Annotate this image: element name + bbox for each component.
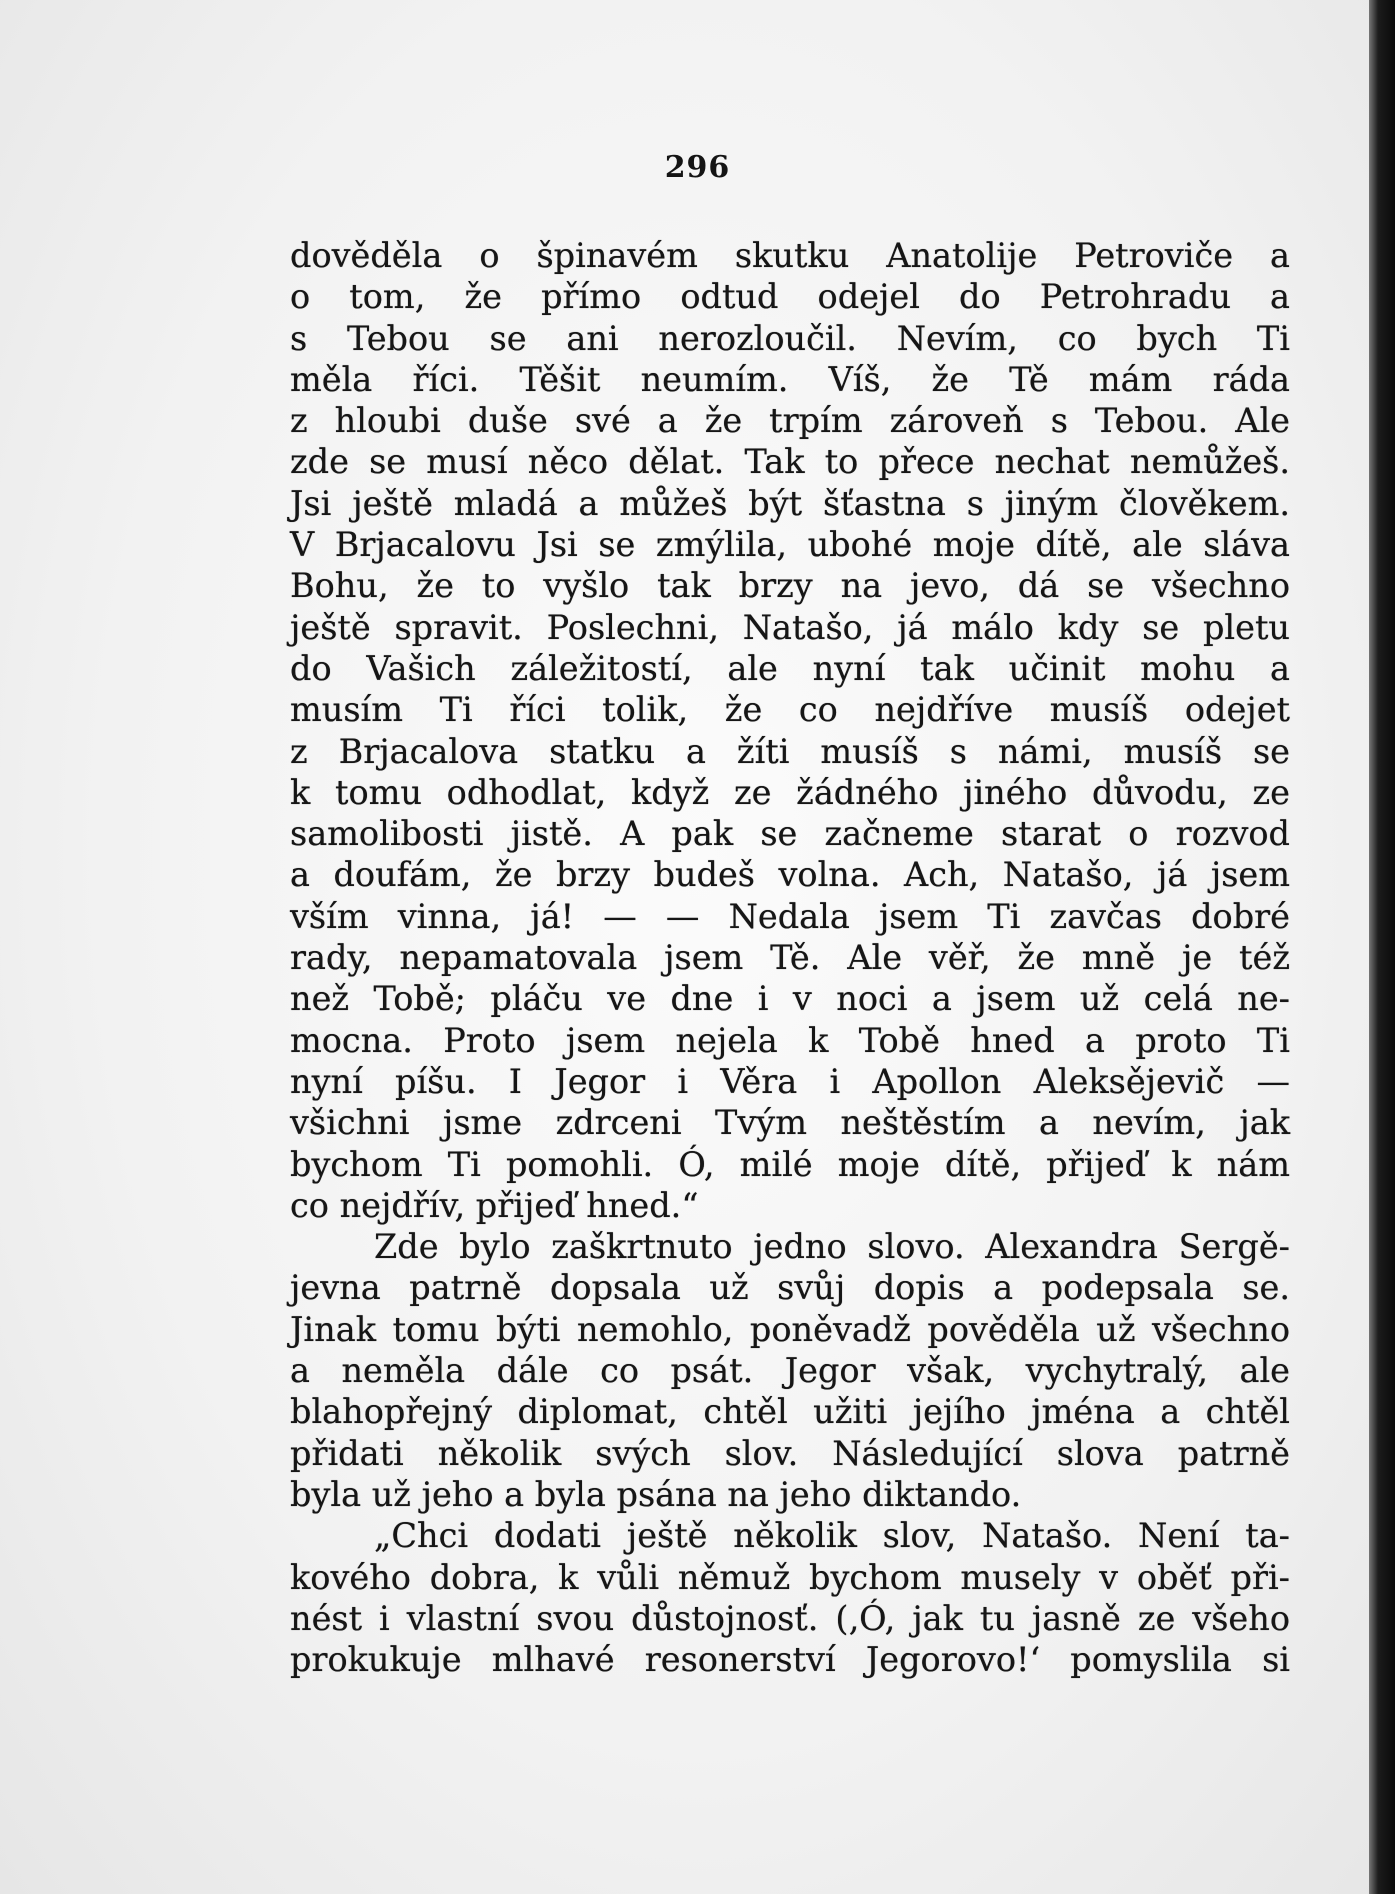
text-line: jevna patrně dopsala už svůj dopis a podepsala se. [290, 1268, 1290, 1308]
text-line: vším vinna, já! — — Nedala jsem Ti zavčas dobré [290, 896, 1290, 936]
text-line: „Chci dodati ještě několik slov, Natašo. Není ta- [374, 1516, 1290, 1556]
page-number: 296 [664, 150, 731, 185]
text-line: nyní píšu. I Jegor i Věra i Apollon Aleksějevič — [290, 1061, 1290, 1101]
text-line: blahopřejný diplomat, chtěl užiti jejího jména a chtěl [290, 1392, 1290, 1432]
text-line: co nejdřív, přijeď hned.“ [290, 1185, 699, 1225]
text-line: Jsi ještě mladá a můžeš být šťastna s jiným člověkem. [290, 483, 1290, 523]
text-line: o tom, že přímo odtud odejel do Petrohradu a [290, 277, 1290, 317]
text-line: a neměla dále co psát. Jegor však, vychytralý, ale [290, 1351, 1290, 1391]
text-line: zde se musí něco dělat. Tak to přece nechat nemůžeš. [290, 442, 1290, 482]
book-spine-edge [1369, 0, 1395, 1894]
text-line: mocna. Proto jsem nejela k Tobě hned a proto Ti [290, 1020, 1290, 1060]
text-line: prokukuje mlhavé resonerství Jegorovo!‘ pomyslila si [290, 1640, 1290, 1680]
text-line: V Brjacalovu Jsi se zmýlila, ubohé moje dítě, ale sláva [290, 525, 1290, 565]
text-line: Bohu, že to vyšlo tak brzy na jevo, dá se všechno [290, 566, 1290, 606]
text-line: bychom Ti pomohli. Ó, milé moje dítě, přijeď k nám [290, 1144, 1290, 1184]
text-line: Zde bylo zaškrtnuto jedno slovo. Alexandra Sergě- [374, 1227, 1290, 1267]
text-line: Jinak tomu býti nemohlo, poněvadž pověděla už všechno [290, 1309, 1290, 1349]
body-text [290, 235, 1290, 1680]
text-line: musím Ti říci tolik, že co nejdříve musíš odejet [290, 690, 1290, 730]
text-line: z Brjacalova statku a žíti musíš s námi, musíš se [290, 731, 1290, 771]
text-line: všichni jsme zdrceni Tvým neštěstím a nevím, jak [290, 1103, 1290, 1143]
text-line: s Tebou se ani nerozloučil. Nevím, co bych Ti [290, 318, 1290, 358]
text-line: dověděla o špinavém skutku Anatolije Petroviče a [290, 236, 1290, 275]
text-line: samolibosti jistě. A pak se začneme starat o rozvod [290, 814, 1290, 854]
text-line: do Vašich záležitostí, ale nyní tak učinit mohu a [290, 648, 1290, 688]
text-line: kového dobra, k vůli němuž bychom musely v oběť při- [290, 1557, 1290, 1597]
text-line: k tomu odhodlat, když ze žádného jiného důvodu, ze [290, 772, 1290, 812]
text-line: rady, nepamatovala jsem Tě. Ale věř, že mně je též [290, 938, 1290, 978]
text-line: než Tobě; pláču ve dne i v noci a jsem už celá ne- [290, 979, 1290, 1019]
text-line: měla říci. Těšit neumím. Víš, že Tě mám ráda [290, 359, 1290, 399]
text-line: z hloubi duše své a že trpím zároveň s Tebou. Ale [290, 401, 1290, 441]
text-line: přidati několik svých slov. Následující slova patrně [290, 1433, 1290, 1473]
text-line: nést i vlastní svou důstojnosť. (‚Ó, jak tu jasně ze všeho [290, 1598, 1290, 1638]
text-line: a doufám, že brzy budeš volna. Ach, Natašo, já jsem [290, 855, 1290, 895]
text-line: byla už jeho a byla psána na jeho diktando. [290, 1474, 1022, 1514]
text-line: ještě spravit. Poslechni, Natašo, já málo kdy se pletu [290, 607, 1290, 647]
